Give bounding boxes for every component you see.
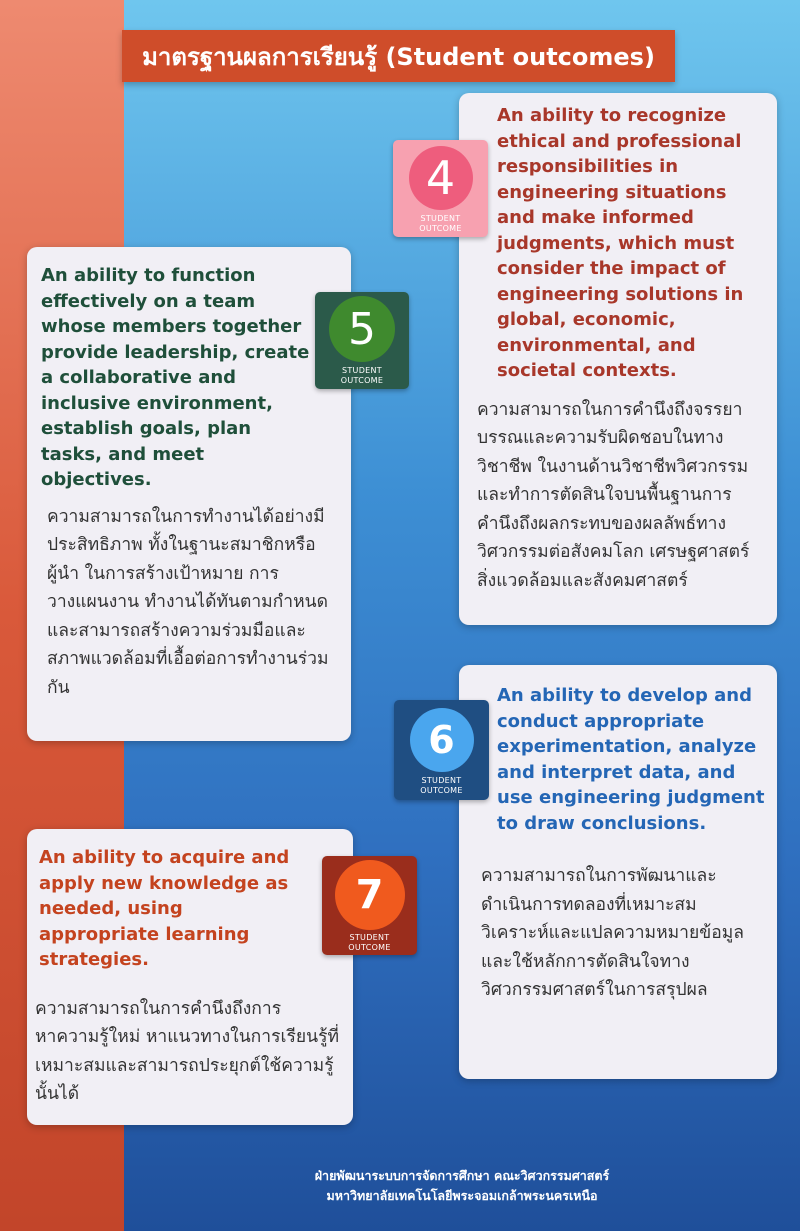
outcome-4-caption: STUDENT OUTCOME [419,214,462,233]
outcome-4-badge [393,140,488,237]
outcome-5-thai: ความสามารถในการทำงานได้อย่างมีประสิทธิภาพ ทั้งในฐานะสมาชิกหรือผู้นำ ในการสร้างเป้าหมาย การวางแผนงาน ทำงานได้ทันตามกำหนด และสามารถสร้างความร่วมมือและสภาพแวดล้อมที่เอื้อต่อการทำงานร่วมกัน [47,506,329,699]
outcome-6-card [459,665,777,1079]
footer-university: มหาวิทยาลัยเทคโนโลยีพระจอมเกล้าพระนครเหนือ [326,1188,598,1203]
footer [124,1166,800,1206]
outcome-7-english: An ability to acquire and apply new knowledge as needed, using appropriate learning strategies. [39,847,290,970]
outcome-6-number: 6 [410,708,474,772]
page-title: มาตรฐานผลการเรียนรู้ (Student outcomes) [122,30,675,82]
outcome-6-badge [394,700,489,800]
outcome-6-english: An ability to develop and conduct appropriate experimentation, analyze and interpret data, and use engineering judgment to draw conclusions. [497,685,765,834]
outcome-5-badge [315,292,409,389]
outcome-7-number: 7 [335,860,405,930]
outcome-4-number: 4 [409,146,473,210]
outcome-5-caption: STUDENT OUTCOME [340,366,384,385]
outcome-5-card [27,247,351,741]
outcome-7-badge [322,856,417,955]
footer-department: ฝ่ายพัฒนาระบบการจัดการศึกษา คณะวิศวกรรมศาสตร์ [314,1168,610,1183]
outcome-4-thai: ความสามารถในการคำนึงถึงจรรยาบรรณและความรับผิดชอบในทางวิชาชีพ ในงานด้านวิชาชีพวิศวกรรม และทำการตัดสินใจบนพื้นฐานการคำนึงถึงผลกระทบของผลลัพธ์ทางวิศวกรรมต่อสังคมโลก เศรษฐศาสตร์ สิ่งแวดล้อมและสังคมศาสตร์ [477,399,750,592]
outcome-7-card [27,829,353,1125]
outcome-5-english: An ability to function effectively on a team whose members together provide leadership, create a collaborative and inclusive environment, establish goals, plan tasks, and meet objectives. [41,265,310,490]
outcome-6-caption: STUDENT OUTCOME [420,776,463,795]
outcome-7-caption: STUDENT OUTCOME [348,933,391,952]
outcome-7-thai: ความสามารถในการคำนึงถึงการหาความรู้ใหม่ หาแนวทางในการเรียนรู้ที่เหมาะสมและสามารถประยุกต์ใช้ความรู้นั้นได้ [35,998,340,1105]
outcome-4-english: An ability to recognize ethical and professional responsibilities in engineering situations and make informed judgments, which must consider the impact of engineering solutions in global, economic, environmental, and societal contexts. [497,105,744,381]
outcome-6-thai: ความสามารถในการพัฒนาและดำเนินการทดลองที่เหมาะสม วิเคราะห์และแปลความหมายข้อมูลและใช้หลักการตัดสินใจทางวิศวกรรมศาสตร์ในการสรุปผล [481,866,744,1001]
outcome-4-card [459,93,777,625]
outcome-5-number: 5 [329,296,395,362]
